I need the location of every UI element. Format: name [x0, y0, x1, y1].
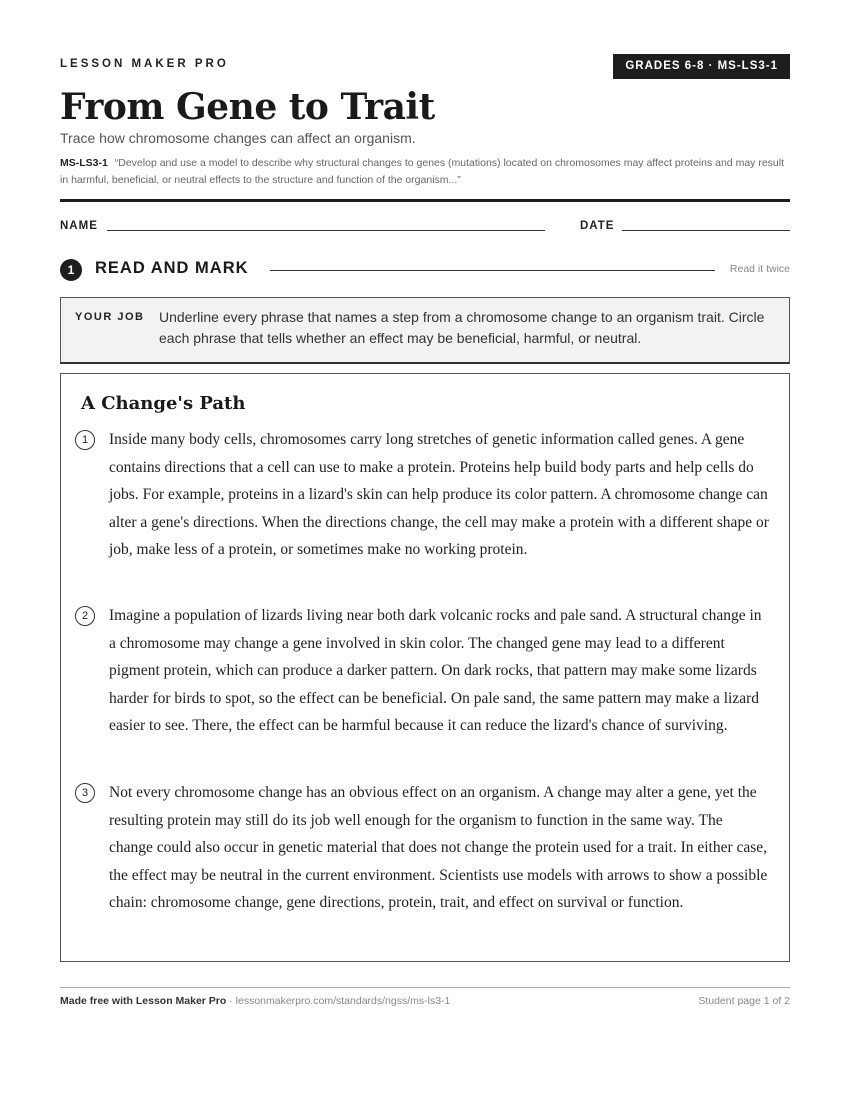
your-job-instructions: Underline every phrase that names a step from a chromosome change to an organism trait. Circle each phrase that tells whether an effect may be beneficial, harmful, or neutral.	[159, 309, 765, 346]
your-job-label: YOUR JOB	[75, 311, 145, 323]
footer-page-number: Student page 1 of 2	[698, 995, 790, 1007]
footer-made-with: Made free with Lesson Maker Pro	[60, 995, 227, 1007]
name-field[interactable]	[107, 230, 545, 231]
paragraph-1: Inside many body cells, chromosomes carry long stretches of genetic information called genes. A gene contains directions that a cell can use to make a protein. Proteins help build body parts and help cells do jobs. For example, proteins in a lizard's skin can help produce its color pattern. A chromosome change can alter a gene's directions. When the directions change, the cell may make a protein with a different shape or job, make less of a protein, or sometimes make no working protein.	[109, 431, 769, 559]
footer-divider	[60, 987, 790, 988]
paragraph-2: Imagine a population of lizards living near both dark volcanic rocks and pale sand. A structural change in a chromosome may change a gene involved in skin color. The changed gene may lead to a different pigment protein, which can produce a darker pattern. On dark rocks, that pattern may make some lizards harder for birds to spot, so the effect can be beneficial. On pale sand, the same pattern may make a lizard easier to see. There, the effect can be harmful because it can reduce the lizard's chance of surviving.	[109, 607, 762, 735]
date-field[interactable]	[622, 230, 790, 231]
name-label: NAME	[60, 220, 98, 232]
footer-credit	[60, 995, 450, 1007]
paragraph-3: Not every chromosome change has an obvious effect on an organism. A change may alter a gene, yet the resulting protein may still do its job well enough for the organism to function in the same way. The change could also occur in genetic material that does not change the protein used for a trait. In either case, the effect may be neutral in the current environment. Scientists use models with arrows to show a possible chain: chromosome change, gene directions, protein, trait, and effect on survival or function.	[109, 784, 768, 912]
date-label: DATE	[580, 220, 615, 232]
paragraph-number-3: 3	[75, 783, 95, 803]
page-subtitle: Trace how chromosome changes can affect an organism.	[60, 130, 416, 146]
section-title: READ AND MARK	[95, 259, 249, 277]
brand-name: LESSON MAKER PRO	[60, 58, 229, 70]
standard-code: MS-LS3-1	[60, 157, 108, 169]
footer-url[interactable]: · lessonmakerpro.com/standards/ngss/ms-ls3-1	[226, 995, 451, 1007]
reading-passage	[60, 373, 790, 962]
paragraph-number-2: 2	[75, 606, 95, 626]
section-divider	[270, 270, 715, 271]
section-note: Read it twice	[729, 263, 790, 275]
paragraph-number-1: 1	[75, 430, 95, 450]
your-job-box	[60, 297, 790, 364]
passage-title: A Change's Path	[81, 393, 246, 414]
section-number-badge: 1	[60, 259, 82, 281]
standard-text: “Develop and use a model to describe why structural changes to genes (mutations) located on chromosomes may affect proteins and may result in harmful, beneficial, or neutral effects to the structure and function of the organism...”	[60, 157, 784, 186]
grade-standard-badge: GRADES 6-8 · MS-LS3-1	[613, 54, 790, 79]
page-title: From Gene to Trait	[60, 86, 435, 128]
header-divider	[60, 199, 790, 202]
standard-description	[60, 155, 790, 189]
